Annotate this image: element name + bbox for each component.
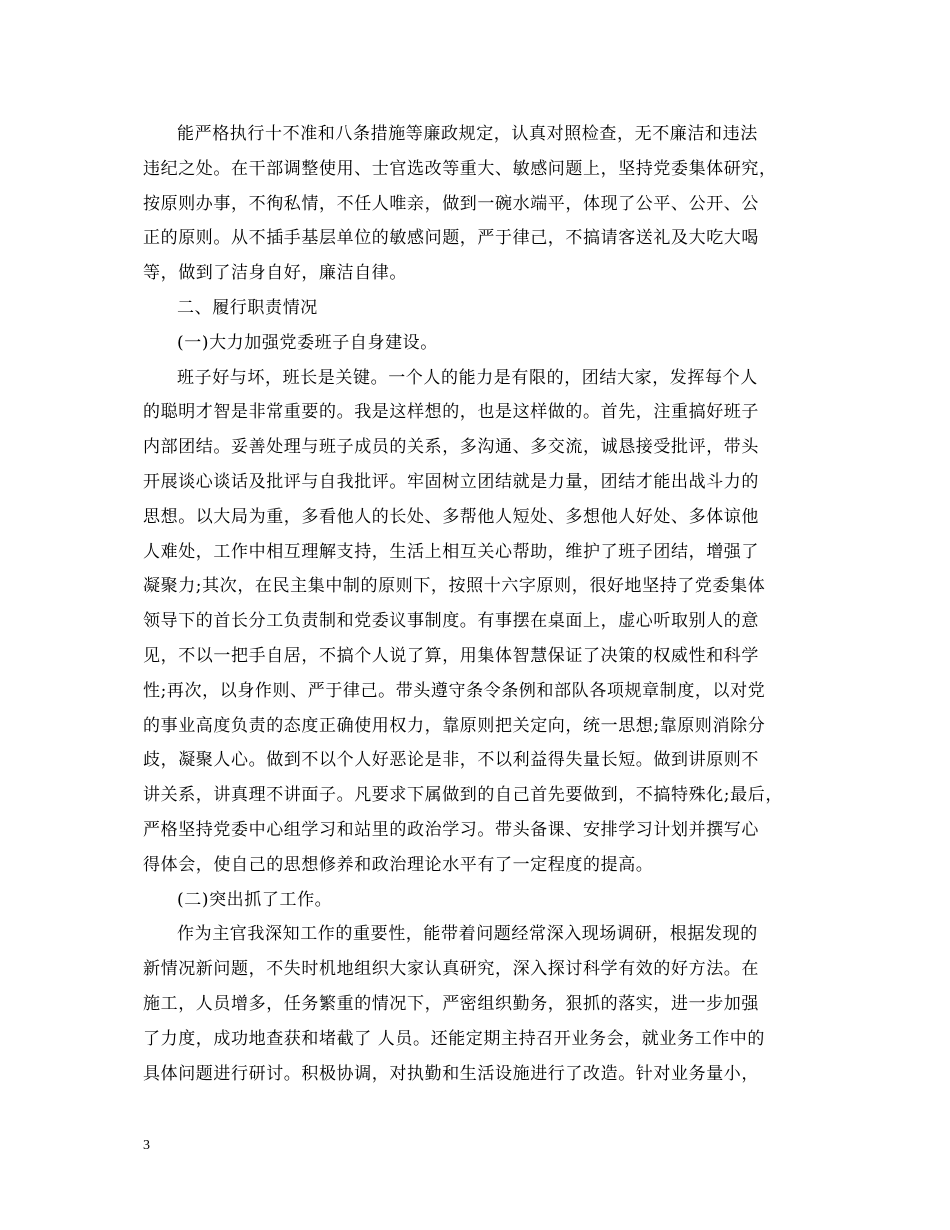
text-line: 内部团结。妥善处理与班子成员的关系，多沟通、多交流，诚恳接受批评，带头 — [143, 437, 759, 458]
text-line: 讲关系，讲真理不讲面子。凡要求下属做到的自己首先要做到，不搞特殊化;最后， — [143, 785, 783, 806]
text-line: 二、履行职责情况 — [177, 297, 318, 318]
paragraph — [143, 326, 813, 361]
paragraph — [143, 917, 813, 1091]
paragraph — [143, 361, 813, 883]
text-line: 严格坚持党委中心组学习和站里的政治学习。带头备课、安排学习计划并撰写心 — [143, 819, 759, 840]
text-line: 正的原则。从不插手基层单位的敏感问题，严于律己，不搞请客送礼及大吃大喝 — [143, 228, 759, 249]
text-line: 能严格执行十不准和八条措施等廉政规定，认真对照检查，无不廉洁和违法 — [177, 124, 758, 144]
text-line: 具体问题进行研讨。积极协调，对执勤和生活设施进行了改造。针对业务量小， — [143, 1063, 759, 1084]
page-number: 3 — [143, 1138, 150, 1153]
text-line: 了力度，成功地查获和堵截了 人员。还能定期主持召开业务会，就业务工作中的 — [143, 1028, 766, 1049]
text-line: 按原则办事，不徇私情，不任人唯亲，做到一碗水端平，体现了公平、公开、公 — [143, 193, 759, 214]
text-line: 领导下的首长分工负责制和党委议事制度。有事摆在桌面上，虚心听取别人的意 — [143, 611, 759, 632]
document-body — [143, 117, 813, 1091]
text-line: 等，做到了洁身自好，廉洁自律。 — [143, 263, 407, 284]
text-line: 施工，人员增多，任务繁重的情况下，严密组织勤务，狠抓的落实，进一步加强 — [143, 993, 759, 1014]
text-line: 歧，凝聚人心。做到不以个人好恶论是非，不以利益得失量长短。做到讲原则不 — [143, 750, 759, 771]
text-line: 凝聚力;其次，在民主集中制的原则下，按照十六字原则，很好地坚持了党委集体 — [143, 576, 766, 597]
text-line: (一)大力加强党委班子自身建设。 — [177, 332, 438, 353]
text-line: (二)突出抓了工作。 — [177, 889, 333, 910]
text-line: 的事业高度负责的态度正确使用权力，靠原则把关定向，统一思想;靠原则消除分 — [143, 715, 766, 736]
text-line: 性;再次，以身作则、严于律己。带头遵守条令条例和部队各项规章制度，以对党 — [143, 680, 766, 701]
paragraph — [143, 117, 813, 291]
text-line: 作为主官我深知工作的重要性，能带着问题经常深入现场调研，根据发现的 — [177, 924, 758, 945]
text-line: 的聪明才智是非常重要的。我是这样想的，也是这样做的。首先，注重搞好班子 — [143, 402, 759, 423]
text-line: 违纪之处。在干部调整使用、士官选改等重大、敏感问题上，坚持党委集体研究， — [143, 158, 777, 179]
text-line: 思想。以大局为重，多看他人的长处、多帮他人短处、多想他人好处、多体谅他 — [143, 506, 759, 527]
text-line: 得体会，使自己的思想修养和政治理论水平有了一定程度的提高。 — [143, 854, 654, 875]
text-line: 人难处，工作中相互理解支持，生活上相互关心帮助，维护了班子团结，增强了 — [143, 541, 759, 562]
text-line: 班子好与坏，班长是关键。一个人的能力是有限的，团结大家，发挥每个人 — [177, 367, 758, 388]
paragraph — [143, 291, 813, 326]
text-line: 见，不以一把手自居，不搞个人说了算，用集体智慧保证了决策的权威性和科学 — [143, 645, 759, 666]
text-line: 开展谈心谈话及批评与自我批评。牢固树立团结就是力量，团结才能出战斗力的 — [143, 471, 759, 492]
paragraph — [143, 883, 813, 918]
text-line: 新情况新问题，不失时机地组织大家认真研究，深入探讨科学有效的好方法。在 — [143, 959, 759, 980]
